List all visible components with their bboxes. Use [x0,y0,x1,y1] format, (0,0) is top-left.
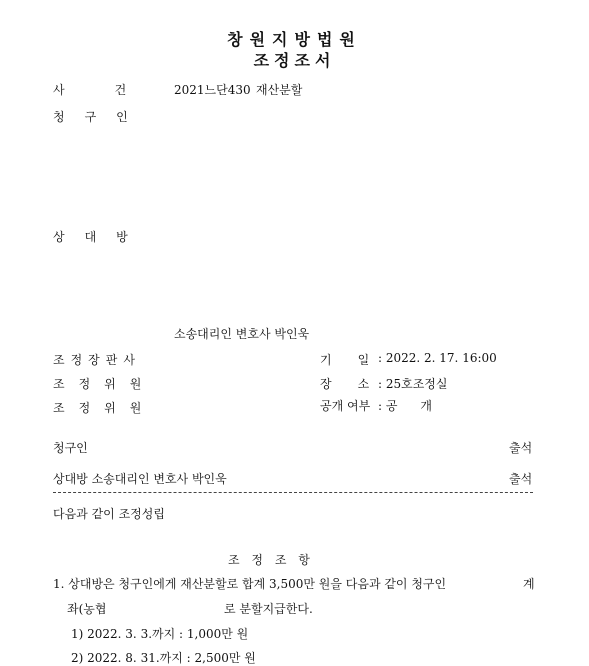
session-place-value: : 25호조정실 [378,377,448,391]
attendance-party-1: 청구인 [53,441,88,455]
term-1-line-1-end: 계 [523,577,535,591]
attendance-status-2: 출석 [509,472,533,486]
installment-1: 1) 2022. 3. 3.까지 : 1,000만 원 [71,627,249,641]
document-title: 조정조서 [253,51,336,70]
session-place-label: 장소 [320,377,396,391]
dashed-divider [53,492,533,493]
term-1-line-2-start: 좌(농협 [67,602,107,616]
attendance-status-1: 출석 [509,441,533,455]
official-label-mediator-1: 조정위원 [53,377,156,391]
case-label [53,81,177,98]
installment-2: 2) 2022. 8. 31.까지 : 2,500만 원 [71,651,256,665]
official-label-mediator-2: 조정위원 [53,401,156,415]
case-label-text: 사건 [53,83,177,97]
session-public-value: : 공 개 [378,399,432,413]
term-1-line-1: 1. 상대방은 청구인에게 재산분할로 합계 3,500만 원을 다음과 같이 청구인 [53,577,447,591]
terms-heading: 조 정 조 항 [228,553,314,567]
case-name: 재산분할 [256,83,303,97]
petitioner-label: 청구인 [53,110,148,124]
respondent-representative: 소송대리인 변호사 박인욱 [174,327,310,341]
mediation-result: 다음과 같이 조정성립 [53,507,165,521]
attendance-party-2: 상대방 소송대리인 변호사 박인욱 [53,472,227,486]
court-name: 창원지방법원 [227,30,362,49]
session-date-value: : 2022. 2. 17. 16:00 [378,351,497,365]
case-number: 2021느단430 [174,83,251,97]
respondent-label: 상대방 [53,230,148,244]
session-public-label: 공개 여부 [320,399,371,413]
official-label-chief-judge: 조정장판사 [53,353,141,367]
term-1-line-2-end: 로 분할지급한다. [224,602,313,616]
session-date-label: 기일 [320,353,396,367]
